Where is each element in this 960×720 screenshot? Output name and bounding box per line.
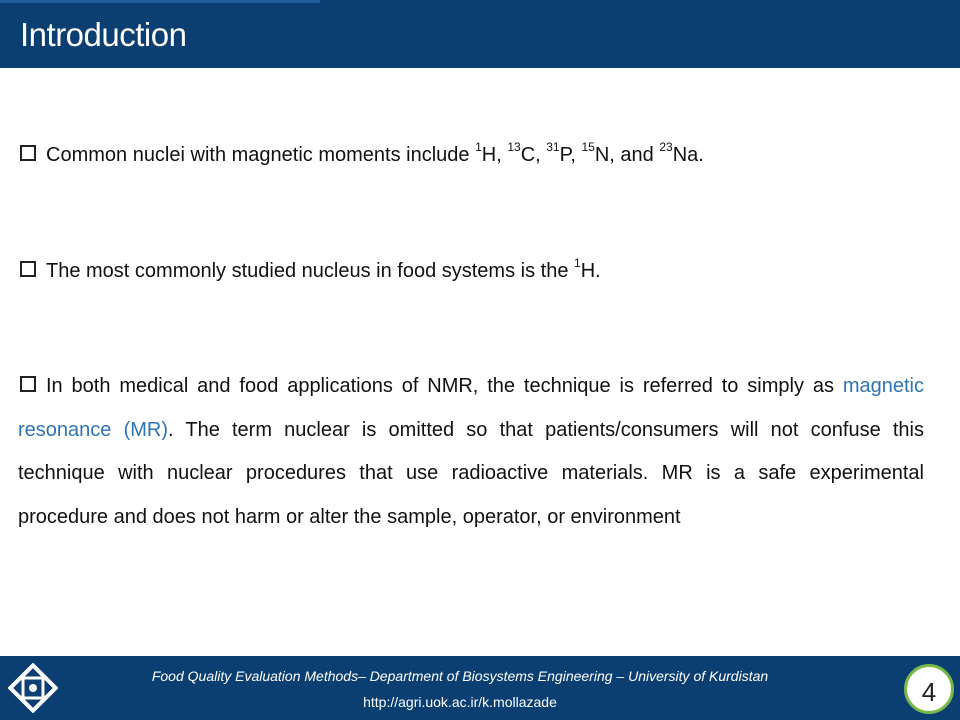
- superscript: 13: [507, 140, 521, 155]
- bullet-text: H.: [580, 260, 601, 282]
- bullet-text: H,: [481, 144, 508, 166]
- title-bar-accent: [0, 0, 320, 3]
- slide-title: Introduction: [20, 16, 187, 53]
- superscript: 1: [574, 256, 581, 271]
- superscript: 1: [475, 140, 482, 155]
- bullet-studied-nucleus: [18, 256, 601, 283]
- bullet-text: Na.: [672, 144, 704, 166]
- checkbox-bullet-icon: [20, 145, 36, 161]
- footer-course-info: Food Quality Evaluation Methods– Department of Biosystems Engineering – University of Kurdistan: [151, 668, 769, 684]
- bullet-text: In both medical and food applications of NMR, the technique is referred to simply as: [46, 375, 843, 397]
- checkbox-bullet-icon: [20, 376, 36, 392]
- bullet-text: N, and: [594, 144, 660, 166]
- page-number-badge: [904, 664, 954, 714]
- bullet-text: The most commonly studied nucleus in food systems is the: [46, 260, 575, 282]
- bullet-text: Common nuclei with magnetic moments include: [46, 144, 476, 166]
- footer-bar: [0, 656, 960, 720]
- superscript: 23: [659, 140, 673, 155]
- bullet-magnetic-resonance: [18, 365, 924, 539]
- highlighted-term: magnetic resonance (MR): [18, 375, 924, 441]
- superscript: 15: [581, 140, 595, 155]
- bullet-text: . The term nuclear is omitted so that patients/consumers will not confuse this technique with nuclear procedures that use radioactive materials. MR is a safe experimental procedure and does not harm or alter the sample, operator, or environment: [18, 418, 924, 528]
- bullet-common-nuclei: [18, 140, 704, 167]
- footer-url: http://agri.uok.ac.ir/k.mollazade: [363, 694, 557, 710]
- bullet-text: P,: [559, 144, 582, 166]
- superscript: 31: [546, 140, 560, 155]
- bullet-text: C,: [520, 144, 547, 166]
- checkbox-bullet-icon: [20, 261, 36, 277]
- page-number: 4: [921, 677, 937, 707]
- title-bar: [0, 0, 960, 68]
